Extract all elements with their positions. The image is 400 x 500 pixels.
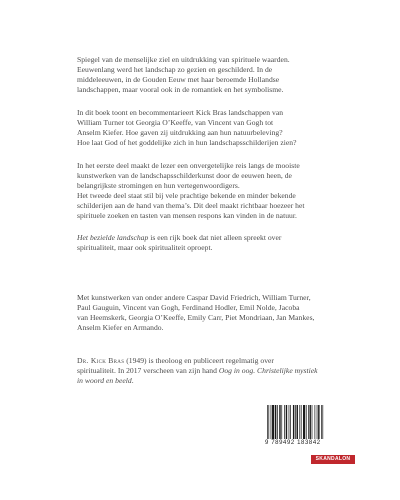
barcode-bar [295, 405, 296, 439]
closing-line-rest: is een rijk boek dat niet alleen spreekt over [148, 233, 282, 242]
author-line3-end: . [131, 375, 134, 385]
book-intro-line: Anselm Kiefer. Hoe gaven zij uitdrukking aan hun natuurbeleving? [77, 127, 283, 137]
parts-paragraph [77, 161, 337, 220]
barcode-bar [271, 405, 272, 439]
isbn-number: 9 789492 183842 [265, 440, 321, 446]
barcode-bar [268, 405, 269, 439]
barcode-bar [275, 405, 276, 439]
book-intro-line: In dit boek toont en becommentarieert Kick Bras landschappen van [77, 108, 284, 117]
barcode-bar [306, 405, 307, 439]
barcode-bar [301, 405, 302, 439]
closing-line [77, 233, 337, 243]
barcode-bar [289, 405, 290, 439]
author-book-title: Oog in oog. Christelijke mystiek [218, 365, 318, 375]
barcode-bar [290, 405, 291, 439]
author-book-title-cont: in woord en beeld [77, 375, 132, 385]
barcode-bar [317, 405, 318, 439]
barcode-bar [321, 405, 322, 439]
barcode-bar [315, 405, 316, 439]
parts-line: Het tweede deel staat stil bij vele prachtige bekende en minder bekende [77, 190, 296, 200]
author-paragraph [77, 356, 337, 386]
parts-line: schilderijen aan de hand van thema’s. Dit deel maakt richtbaar hoezeer het [77, 200, 305, 210]
artists-line: Paul Gauguin, Vincent van Gogh, Ferdinand Hodler, Emil Nolde, Jacoba [77, 302, 300, 312]
intro-line: middeleeuwen, in de Gouden Eeuw met haar beroemde Hollandse [77, 74, 280, 84]
artists-line: Met kunstwerken van onder andere Caspar David Friedrich, William Turner, [77, 293, 311, 302]
barcode-bar [293, 405, 294, 439]
author-line2-start: spiritualiteit. In 2017 verscheen van zijn hand [77, 365, 219, 375]
parts-line: belangrijkste stromingen en hun vertegenwoordigers. [77, 180, 240, 190]
book-intro-paragraph [77, 108, 337, 148]
barcode-bar [267, 405, 268, 439]
isbn-barcode [265, 405, 345, 449]
parts-line: kunstwerken van de landschapsschilderkunst door de eeuwen heen, de [77, 170, 292, 180]
parts-line: In het eerste deel maakt de lezer een onvergetelijke reis langs de mooiste [77, 161, 300, 170]
artists-paragraph [77, 293, 337, 333]
barcode-bar [303, 405, 305, 439]
closing-paragraph [77, 233, 337, 253]
barcode-bar [308, 405, 309, 439]
artists-line: Anselm Kiefer en Armando. [77, 322, 164, 332]
book-intro-line: Hoe laat God of het goddelijke zich in hun landschapsschilderijen zien? [77, 137, 297, 147]
intro-paragraph [77, 55, 337, 95]
book-intro-line: William Turner tot Georgia O’Keeffe, van Vincent van Gogh tot [77, 117, 274, 127]
barcode-bar [309, 405, 310, 439]
closing-line: spiritualiteit, maar ook spiritualiteit oproept. [77, 242, 213, 252]
author-line [77, 366, 337, 376]
barcode-bar [286, 405, 287, 439]
book-title: Het bezielde landschap [77, 233, 149, 242]
artists-line: van Heemskerk, Georgia O’Keeffe, Emily Carr, Piet Mondriaan, Jan Mankes, [77, 312, 315, 322]
intro-line: Eeuwenlang werd het landschap zo gezien en geschilderd. In de [77, 64, 273, 74]
barcode-bar [322, 405, 323, 439]
barcode-bar [284, 405, 285, 439]
author-line [77, 376, 337, 386]
author-line-rest: (1949) is theoloog en publiceert regelmatig over [124, 356, 274, 365]
barcode-bar [281, 405, 282, 439]
barcode-bar [318, 405, 319, 439]
author-line [77, 356, 337, 366]
barcode-bar [297, 405, 298, 439]
parts-line: spirituele zoeken en tasten van mensen respons kan vinden in de natuur. [77, 210, 297, 220]
publisher-logo: SKANDALON [311, 455, 355, 464]
barcode-bar [312, 405, 313, 439]
barcode-bar [272, 405, 274, 439]
barcode-bar [279, 405, 280, 439]
barcode-bar [277, 405, 278, 439]
author-name: Dr. Kick Bras [77, 356, 125, 365]
barcode-bars [265, 405, 345, 439]
intro-line: landschappen, maar vooral ook in de romantiek en het symbolisme. [77, 84, 284, 94]
intro-line: Spiegel van de menselijke ziel en uitdrukking van spirituele waarden. [77, 55, 290, 64]
barcode-bar [299, 405, 300, 439]
